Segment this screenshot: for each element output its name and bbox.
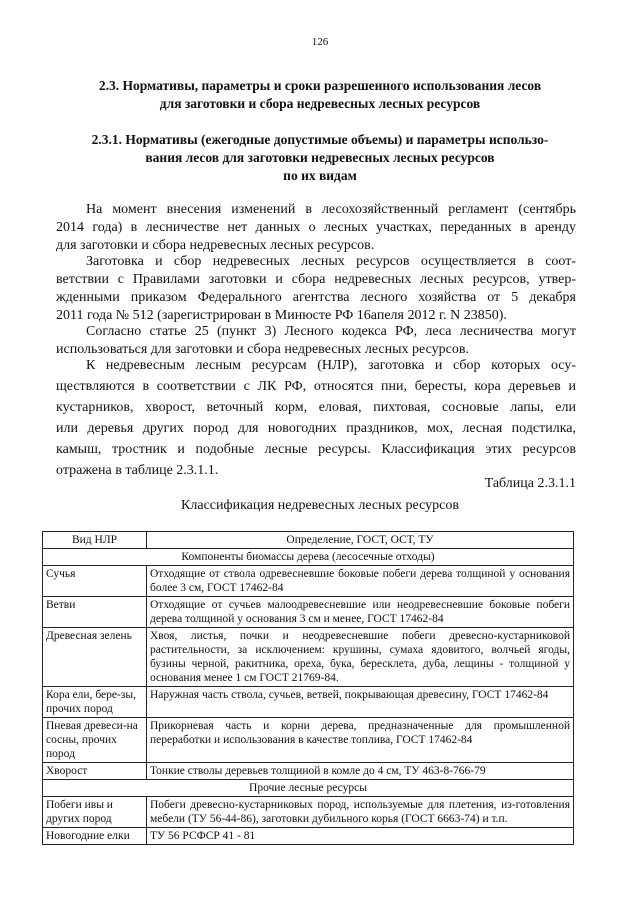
paragraph-line: Заготовка и сбор недревесных лесных ресурсов осуществляется в соот- <box>86 254 576 269</box>
row-definition: Отходящие от сучьев малоодревесневшие или неодревесневшие боковые побеги дерева толщиной у основания 3 см и менее, ГОСТ 17462-84 <box>147 597 574 628</box>
paragraph-line: или деревья других пород для новогодних праздников, мох, лесная подстилка, <box>56 421 576 436</box>
section-heading-2-3-1 <box>40 131 600 185</box>
row-definition: Наружная часть ствола, сучьев, ветвей, покрывающая древесину, ГОСТ 17462-84 <box>147 687 574 718</box>
group-row <box>43 549 574 566</box>
paragraph-2 <box>56 253 576 325</box>
row-name: Пневая древеси-на сосны, прочих пород <box>43 718 147 763</box>
row-definition: Тонкие стволы деревьев толщиной в комле до 4 см, ТУ 463-8-766-79 <box>147 763 574 780</box>
row-definition: Побеги древесно-кустарниковых пород, используемые для плетения, из-готовления мебели (ТУ 56-44-86), заготовки дубильного корья (ГОСТ 6663-74) и т.п. <box>147 797 574 828</box>
paragraph-line: Согласно статье 25 (пункт 3) Лесного кодекса РФ, леса лесничества могут <box>86 324 576 339</box>
heading-line: 2.3.1. Нормативы (ежегодные допустимые объемы) и параметры использо- <box>91 132 549 147</box>
group-title: Прочие лесные ресурсы <box>43 780 574 797</box>
row-name: Кора ели, бере-зы, прочих пород <box>43 687 147 718</box>
row-name: Ветви <box>43 597 147 628</box>
paragraph-4 <box>56 355 576 481</box>
table-caption: Таблица 2.3.1.1 <box>484 476 576 491</box>
heading-line: по их видам <box>283 168 357 183</box>
heading-line: 2.3. Нормативы, параметры и сроки разрешенного использования лесов <box>98 78 542 93</box>
table-row <box>43 628 574 687</box>
paragraph-line: для заготовки и сбора недревесных лесных ресурсов. <box>56 238 375 253</box>
group-title: Компоненты биомассы дерева (лесосечные отходы) <box>43 549 574 566</box>
paragraph-line: использоваться для заготовки и сбора недревесных лесных ресурсов. <box>56 342 469 357</box>
row-definition: Прикорневая часть и корни дерева, предназначенные для промышленной переработки и использования в качестве топлива, ГОСТ 17462-84 <box>147 718 574 763</box>
row-definition: ТУ 56 РСФСР 41 - 81 <box>147 828 574 845</box>
paragraph-line: ществляются в соответствии с ЛК РФ, относятся пни, бересты, кора деревьев и <box>56 379 576 394</box>
row-definition: Хвоя, листья, почки и неодревесневшие побеги древесно-кустарниковой растительности, за исключением: крушины, сумаха ядовитого, волчьей ягоды, бузины черной, ракитника, ореха, бука, бересклета, дуба, лещины - толщиной у основания менее 1 см ГОСТ 21769-84. <box>147 628 574 687</box>
group-row <box>43 780 574 797</box>
paragraph-line: 2014 года) в лесничестве нет данных о лесных участках, переданных в аренду <box>56 220 576 235</box>
table-row <box>43 828 574 845</box>
paragraph-line: На момент внесения изменений в лесохозяйственный регламент (сентябрь <box>86 202 576 217</box>
column-header-type: Вид НЛР <box>43 532 147 549</box>
paragraph-line: камыш, тростник и подобные лесные ресурсы. Классификация этих ресурсов <box>56 442 576 457</box>
table-row <box>43 763 574 780</box>
paragraph-line: 2011 года № 512 (зарегистрирован в Минюсте РФ 16апеля 2012 г. N 23850). <box>56 308 507 323</box>
heading-line: вания лесов для заготовки недревесных лесных ресурсов <box>145 150 495 165</box>
paragraph-line: ветствии с Правилами заготовки и сбора недревесных лесных ресурсов, утвер- <box>56 272 576 287</box>
paragraph-1 <box>56 201 576 255</box>
table-row <box>43 597 574 628</box>
row-name: Новогодние елки <box>43 828 147 845</box>
table-header-row <box>43 532 574 549</box>
table-row <box>43 718 574 763</box>
nlr-classification-table <box>42 531 574 845</box>
row-name: Побеги ивы и других пород <box>43 797 147 828</box>
row-name: Хворост <box>43 763 147 780</box>
row-name: Сучья <box>43 566 147 597</box>
table-title: Классификация недревесных лесных ресурсов <box>181 498 459 513</box>
paragraph-line: К недревесным лесным ресурсам (НЛР), заготовка и сбор которых осу- <box>86 358 576 373</box>
page-number: 126 <box>311 36 329 48</box>
table-row <box>43 566 574 597</box>
column-header-definition: Определение, ГОСТ, ОСТ, ТУ <box>147 532 574 549</box>
paragraph-line: кустарников, хворост, веточный корм, еловая, пихтовая, сосновые лапы, ели <box>56 400 576 415</box>
table-row <box>43 687 574 718</box>
row-name: Древесная зелень <box>43 628 147 687</box>
row-definition: Отходящие от ствола одревесневшие боковые побеги дерева толщиной у основания более 3 см, ГОСТ 17462-84 <box>147 566 574 597</box>
paragraph-line: отражена в таблице 2.3.1.1. <box>56 463 219 478</box>
paragraph-3 <box>56 323 576 359</box>
heading-line: для заготовки и сбора недревесных лесных ресурсов <box>159 96 481 111</box>
paragraph-line: жденными приказом Федерального агентства лесного хозяйства от 5 декабря <box>56 290 576 305</box>
table-row <box>43 797 574 828</box>
section-heading-2-3 <box>40 77 600 113</box>
